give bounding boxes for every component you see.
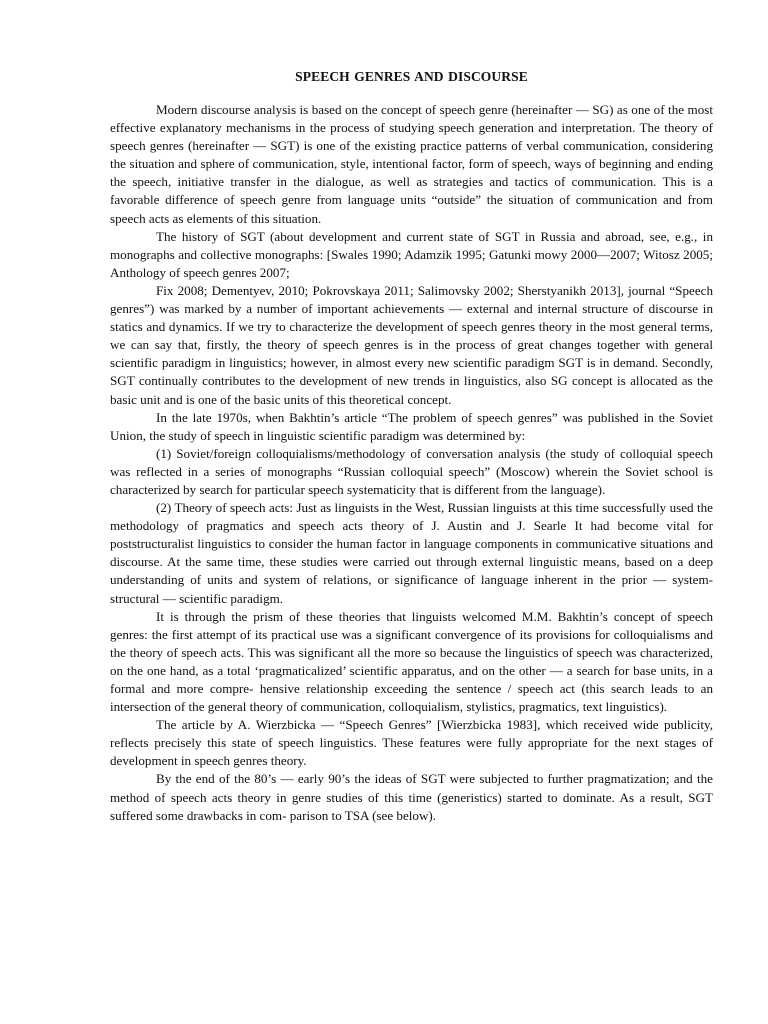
document-title: SPEECH GENRES AND DISCOURSE bbox=[295, 69, 528, 84]
paragraph-colloquialisms: (1) Soviet/foreign colloquialisms/methodology of conversation analysis (the study of colloquial speech was reflected in a series of monographs “Russian colloquial speech” (Moscow) wherein the Soviet school is characterized by search for particular speech systematicity that is different from the language). bbox=[110, 445, 713, 497]
document-page bbox=[110, 0, 713, 825]
paragraph-intro: Modern discourse analysis is based on the concept of speech genre (hereinafter — SG) as one of the most effective explanatory mechanisms in the process of studying speech generation and interpretation. The theory of speech genres (hereinafter — SGT) is one of the existing practice patterns of verbal communication, considering the situation and sphere of communication, style, intentional factor, form of speech, ways of beginning and ending the speech, initiative transfer in the dialogue, as well as strategies and tactics of communication. This is a favorable difference of speech genre from language units “outside” the situation of communication and from speech acts as elements of this situation. bbox=[110, 102, 713, 226]
paragraph-bakhtin: In the late 1970s, when Bakhtin’s article “The problem of speech genres” was published in the Soviet Union, the study of speech in linguistic scientific paradigm was determined by: bbox=[110, 409, 713, 443]
paragraph-speech-acts: (2) Theory of speech acts: Just as linguists in the West, Russian linguists at this time successfully used the methodology of pragmatics and speech acts theory of J. Austin and J. Searle It had become vital for poststructuralist linguistics to consider the human factor in language components in communicative situations and discourse. At the same time, these studies were carried out through external linguistic means, based on a deep understanding of units and system of relations, or significance of language inherent in the prior — system-structural — scientific paradigm. bbox=[110, 500, 713, 606]
paragraph-prism: It is through the prism of these theories that linguists welcomed M.M. Bakhtin’s concept of speech genres: the first attempt of its practical use was a significant convergence of its provisions for colloquialisms and the theory of speech acts. This was significant all the more so because the linguistics of speech was characterized, on the one hand, as a total ‘pragmaticalized’ scientific apparatus, and on the other — a search for base units, in a formal and more compre- hensive relationship exceeding the sentence / speech act (this search leads to an intersection of the general theory of communication, colloquialism, stylistics, pragmatics, text linguistics). bbox=[110, 608, 713, 715]
paragraph-pragmatization: By the end of the 80’s — early 90’s the ideas of SGT were subjected to further pragmatization; and the method of speech acts theory in genre studies of this time (generistics) started to dominate. As a result, SGT suffered some drawbacks in com- parison to TSA (see below). bbox=[110, 771, 713, 823]
paragraph-achievements: Fix 2008; Dementyev, 2010; Pokrovskaya 2011; Salimovsky 2002; Sherstyanikh 2013], journal “Speech genres”) was marked by a number of important achievements — external and internal structure of discourse in statics and dynamics. If we try to characterize the development of speech genres theory in the most general terms, we can say that, firstly, the theory of speech genres is in the process of great changes together with general scientific paradigm in linguistics; however, in almost every new scientific paradigm SGT is in demand. Secondly, SGT continually contributes to the development of new trends in linguistics, also SG concept is allocated as the basic unit and is one of the basic units of this theoretical concept. bbox=[110, 282, 713, 407]
paragraph-history: The history of SGT (about development and current state of SGT in Russia and abroad, see, e.g., in monographs and collective monographs: [Swales 1990; Adamzik 1995; Gatunki mowy 2000—2007; Witosz 2005; Anthology of speech genres 2007; bbox=[110, 228, 713, 280]
paragraph-wierzbicka: The article by A. Wierzbicka — “Speech Genres” [Wierzbicka 1983], which received wide publicity, reflects precisely this state of speech linguistics. These features were fully appropriate for the next stages of development in speech genres theory. bbox=[110, 717, 713, 769]
document-body bbox=[110, 101, 713, 825]
